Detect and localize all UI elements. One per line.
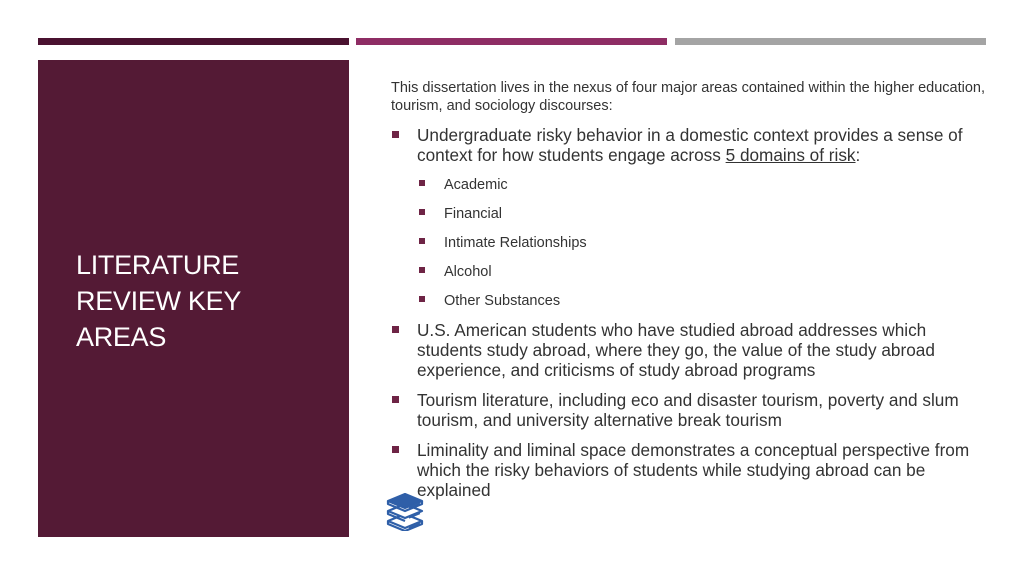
accent-bar-dark <box>38 38 349 45</box>
sub-bullet-item <box>391 205 991 223</box>
intro-text: This dissertation lives in the nexus of four major areas contained within the higher education, tourism, and sociology discourses: <box>391 80 986 114</box>
bullet-item <box>391 320 991 380</box>
sub-bullet-text: Alcohol <box>444 264 492 280</box>
square-bullet-icon <box>392 131 399 138</box>
sub-bullet-item <box>391 292 991 310</box>
sub-bullet-text: Financial <box>444 206 503 222</box>
bullet-text-colon: : <box>855 145 861 165</box>
square-bullet-icon <box>392 326 399 333</box>
content-area <box>391 79 991 500</box>
bullet-item <box>391 125 991 165</box>
accent-bar-magenta <box>356 38 667 45</box>
risk-domains-link[interactable]: 5 domains of risk <box>725 145 856 165</box>
bullet-text: U.S. American students who have studied abroad addresses which students study abroad, where they go, the value of the study abroad experience, and criticisms of study abroad programs <box>417 320 935 380</box>
bullet-text: Tourism literature, including eco and disaster tourism, poverty and slum tourism, and university alternative break tourism <box>417 390 959 430</box>
sub-bullet-item <box>391 176 991 194</box>
square-bullet-icon <box>419 267 425 273</box>
square-bullet-icon <box>392 446 399 453</box>
bullet-item <box>391 440 991 500</box>
square-bullet-icon <box>419 238 425 244</box>
sub-bullet-item <box>391 263 991 281</box>
bullet-item <box>391 390 991 430</box>
bullet-text: Undergraduate risky behavior in a domestic context provides a sense of context for how students engage across <box>417 125 963 165</box>
square-bullet-icon <box>419 209 425 215</box>
bullet-text: Liminality and liminal space demonstrates a conceptual perspective from which the risky behaviors of students while studying abroad can be explained <box>417 440 970 500</box>
sub-bullet-item <box>391 234 991 252</box>
accent-bar-gray <box>675 38 986 45</box>
sub-bullet-text: Other Substances <box>444 293 561 309</box>
sub-bullet-text: Academic <box>444 177 508 193</box>
books-stack-icon <box>385 493 425 531</box>
square-bullet-icon <box>419 180 425 186</box>
slide-title: LITERATURE REVIEW KEY AREAS <box>76 250 241 352</box>
sub-bullet-text: Intimate Relationships <box>444 235 587 251</box>
square-bullet-icon <box>392 396 399 403</box>
square-bullet-icon <box>419 296 425 302</box>
title-panel <box>38 60 349 537</box>
